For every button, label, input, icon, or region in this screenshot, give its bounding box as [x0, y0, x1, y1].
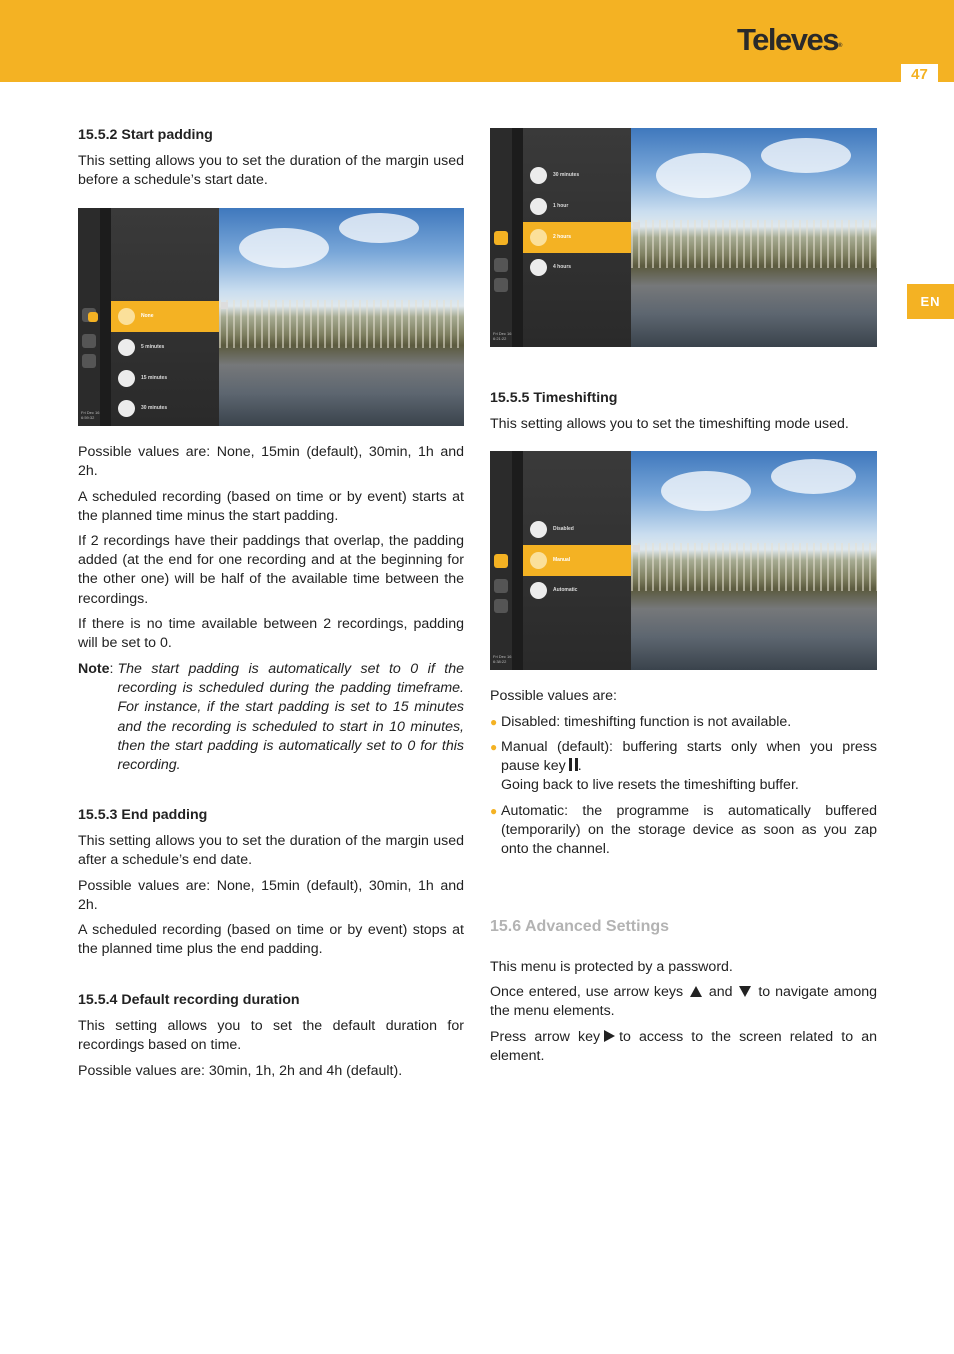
section-title-timeshifting: 15.5.5 Timeshifting	[490, 390, 618, 406]
paragraph: Once entered, use arrow keys and to navigate among the menu elements.	[490, 984, 877, 1020]
settings-menu	[523, 451, 631, 670]
menu-tag-icon	[221, 302, 228, 309]
note-label: Note	[78, 661, 110, 677]
menu-item[interactable]: None	[111, 301, 219, 332]
list-item: ● Manual (default): buffering starts only when you press pause key . Going back to live resets the timeshifting buffer.	[490, 738, 877, 796]
landscape-photo	[631, 128, 877, 347]
menu-item[interactable]: Disabled	[523, 514, 631, 545]
menu-icon-strip	[78, 208, 100, 426]
page-number: 47	[901, 64, 938, 85]
clock-icon	[118, 308, 135, 325]
arrow-down-icon	[739, 986, 751, 997]
menu-item[interactable]: 1 hour	[523, 191, 631, 222]
list-item: ● Disabled: timeshifting function is not available.	[490, 713, 877, 732]
section-title-default-duration: 15.5.4 Default recording duration	[78, 992, 300, 1008]
clock-icon	[530, 167, 547, 184]
paragraph: A scheduled recording (based on time or by event) starts at the planned time minus the start padding.	[78, 489, 464, 525]
clock-icon	[118, 400, 135, 417]
menu-icon-strip	[490, 128, 512, 347]
paragraph: Press arrow key to access to the screen related to an element.	[490, 1029, 878, 1065]
note-text: The start padding is automatically set to 0 if the recording is scheduled during the padding timeframe. For instance, if the start padding is set to 15 minutes and the recording is scheduled to start in 10 minutes, then the start padding is automatically set to 0 for this recording.	[117, 661, 464, 774]
menu-item[interactable]: 15 minutes	[111, 363, 219, 394]
clock-icon	[118, 339, 135, 356]
brand-name: Televes	[737, 22, 838, 57]
clock-readout: Fri Dec 16 6:38:22	[493, 654, 512, 664]
menu-item[interactable]: 30 minutes	[523, 160, 631, 191]
menu-tag-icon	[633, 222, 640, 229]
clock-icon	[118, 370, 135, 387]
paragraph: If 2 recordings have their paddings that overlap, the padding added (at the end for one recording and at the beginning for the other one) will be half of the available time between the recordings.	[78, 533, 464, 607]
paragraph: A scheduled recording (based on time or by event) stops at the planned time plus the end padding.	[78, 922, 464, 958]
paragraph: Possible values are:	[490, 688, 617, 704]
settings-menu	[523, 128, 631, 347]
settings-icon	[494, 258, 508, 272]
menu-item[interactable]: 30 minutes	[111, 393, 219, 424]
paragraph: If there is no time available between 2 recordings, padding will be set to 0.	[78, 616, 464, 652]
clock-readout: Fri Dec 16 6:59:32	[81, 410, 100, 420]
paragraph: Possible values are: None, 15min (default), 30min, 1h and 2h.	[78, 878, 464, 914]
clock-readout: Fri Dec 16 6:21:22	[493, 331, 512, 341]
note	[78, 660, 464, 775]
toggle-icon	[530, 552, 547, 569]
settings-icon	[494, 579, 508, 593]
search-icon	[494, 599, 508, 613]
screenshot-timeshifting	[490, 451, 877, 670]
page-header	[0, 0, 954, 82]
paragraph: This setting allows you to set the duration of the margin used after a schedule’s end date.	[78, 833, 464, 869]
menu-item[interactable]: Automatic	[523, 575, 631, 606]
clock-icon	[530, 259, 547, 276]
section-title-advanced-settings: 15.6 Advanced Settings	[490, 918, 670, 935]
paragraph: Possible values are: 30min, 1h, 2h and 4h (default).	[78, 1063, 403, 1079]
landscape-photo	[631, 451, 877, 670]
menu-item[interactable]: 4 hours	[523, 252, 631, 283]
section-title-end-padding: 15.5.3 End padding	[78, 807, 208, 823]
screenshot-default-duration	[490, 128, 877, 347]
section-title-start-padding: 15.5.2 Start padding	[78, 127, 213, 143]
selected-icon	[88, 312, 98, 322]
selected-icon	[494, 231, 508, 245]
search-icon	[82, 354, 96, 368]
bullet-icon: ●	[490, 715, 498, 729]
bullet-icon: ●	[490, 804, 498, 818]
arrow-right-icon	[604, 1030, 615, 1042]
paragraph: This menu is protected by a password.	[490, 959, 733, 975]
menu-tag-icon	[633, 545, 640, 552]
paragraph: This setting allows you to set the duration of the margin used before a schedule’s start date.	[78, 153, 464, 189]
menu-icon-strip	[490, 451, 512, 670]
toggle-icon	[530, 582, 547, 599]
paragraph: This setting allows you to set the timeshifting mode used.	[490, 416, 849, 432]
note-colon: :	[109, 661, 114, 677]
settings-menu	[111, 208, 219, 426]
landscape-photo	[219, 208, 464, 426]
selected-icon	[494, 554, 508, 568]
pause-icon	[569, 758, 578, 771]
settings-icon	[82, 334, 96, 348]
toggle-icon	[530, 521, 547, 538]
bullet-icon: ●	[490, 740, 498, 754]
menu-item[interactable]: Manual	[523, 545, 631, 576]
menu-item[interactable]: 2 hours	[523, 222, 631, 253]
paragraph: Possible values are: None, 15min (default), 30min, 1h and 2h.	[78, 444, 464, 480]
paragraph: This setting allows you to set the default duration for recordings based on time.	[78, 1018, 464, 1054]
arrow-up-icon	[690, 986, 702, 997]
menu-item[interactable]: 5 minutes	[111, 332, 219, 363]
brand-logo	[737, 22, 842, 58]
screenshot-start-padding	[78, 208, 464, 426]
search-icon	[494, 278, 508, 292]
clock-icon	[530, 198, 547, 215]
clock-icon	[530, 229, 547, 246]
trademark: ®	[837, 43, 843, 49]
language-tab: EN	[907, 284, 954, 319]
list-item: ● Automatic: the programme is automatically buffered (temporarily) on the storage device as soon as you zap onto the channel.	[490, 802, 877, 860]
